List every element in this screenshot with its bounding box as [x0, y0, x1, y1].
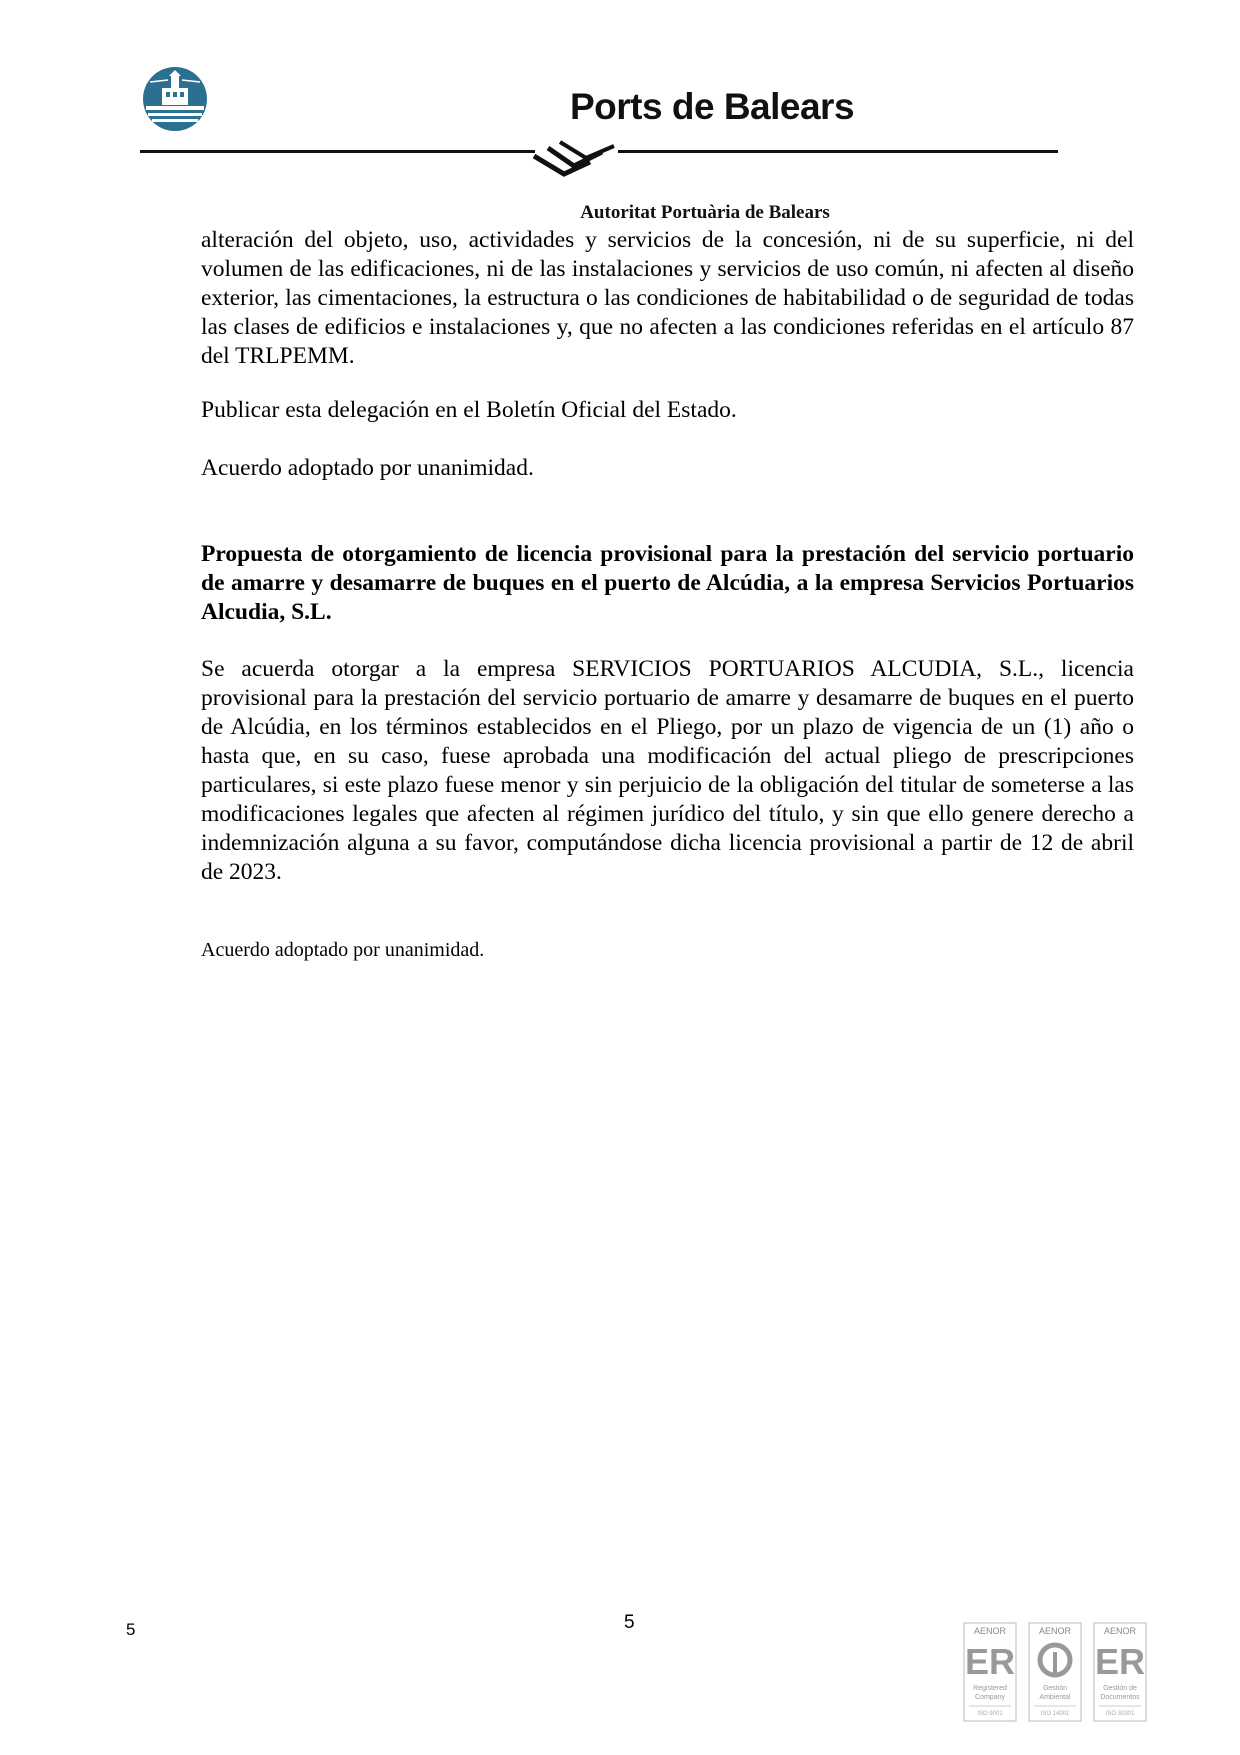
paragraph-license-grant: Se acuerda otorgar a la empresa SERVICIOS PORTUARIOS ALCUDIA, S.L., licencia provisional para la prestación del servicio portuario de amarre y desamarre de buques en el puerto de Alcúdia, en los términos establecidos en el Pliego, por un plazo de vigencia de un (1) año o hasta que, en su caso, fuese aprobada una modificación del actual pliego de prescripciones particulares, si este plazo fuese menor y sin perjuicio de la obligación del titular de someterse a las modificaciones legales que afecten al régimen jurídico del título, y sin que ello genere derecho a indemnización alguna a su favor, computándose dicha licencia provisional a partir de 12 de abril de 2023.: [201, 656, 1134, 885]
svg-text:Gestión de: Gestión de: [1103, 1685, 1137, 1692]
header-rule-right: [618, 150, 1058, 153]
svg-text:ISO 30301: ISO 30301: [1105, 1711, 1135, 1717]
paragraph-concession-conditions: alteración del objeto, uso, actividades y servicios de la concesión, ni de su superficie, ni del volumen de las edificaciones, ni de las instalaciones y servicios de uso común, ni afecten al diseño exterior, las cimentaciones, la estructura o las condiciones de habitabilidad o de seguridad de todas las clases de edificios e instalaciones y, que no afecten a las condiciones referidas en el artículo 87 del TRLPEMM.: [201, 227, 1134, 369]
svg-text:ER: ER: [964, 1641, 1016, 1682]
paragraph-agreement-1: Acuerdo adoptado por unanimidad.: [201, 455, 534, 481]
svg-text:AENOR: AENOR: [1038, 1626, 1072, 1636]
svg-text:Documentos: Documentos: [1100, 1694, 1140, 1701]
wave-chevron-mark-icon: [530, 140, 620, 182]
svg-text:Gestión: Gestión: [1042, 1685, 1068, 1692]
svg-text:ER: ER: [1094, 1641, 1146, 1682]
svg-text:ISO 14001: ISO 14001: [1040, 1711, 1070, 1717]
lighthouse-logo-icon: [142, 66, 208, 132]
aenor-er-icon: [1093, 1622, 1147, 1722]
header-subtitle: Autoritat Portuària de Balears: [580, 202, 830, 223]
svg-text:AENOR: AENOR: [1103, 1626, 1137, 1636]
brand-name: Ports de Balears: [570, 86, 855, 127]
paragraph-publish-boe: Publicar esta delegación en el Boletín Oficial del Estado.: [201, 397, 737, 423]
paragraph-agreement-2: Acuerdo adoptado por unanimidad.: [201, 939, 485, 961]
section-heading-license-proposal: Propuesta de otorgamiento de licencia provisional para la prestación del servicio portuario de amarre y desamarre de buques en el puerto de Alcúdia, a la empresa Servicios Portuarios Alcudia, S.L.: [201, 541, 1134, 625]
svg-text:Registered: Registered: [973, 1685, 1007, 1692]
aenor-er-icon: [963, 1622, 1017, 1722]
header-rule-left: [140, 150, 535, 153]
page-number-left: 5: [126, 1620, 136, 1639]
svg-text:Ambiental: Ambiental: [1039, 1694, 1071, 1701]
svg-text:ISO 9001: ISO 9001: [977, 1711, 1003, 1717]
svg-text:AENOR: AENOR: [973, 1626, 1007, 1636]
aenor-ga-icon: [1028, 1622, 1082, 1722]
page-number-center: 5: [624, 1612, 635, 1633]
svg-text:Company: Company: [975, 1694, 1005, 1701]
